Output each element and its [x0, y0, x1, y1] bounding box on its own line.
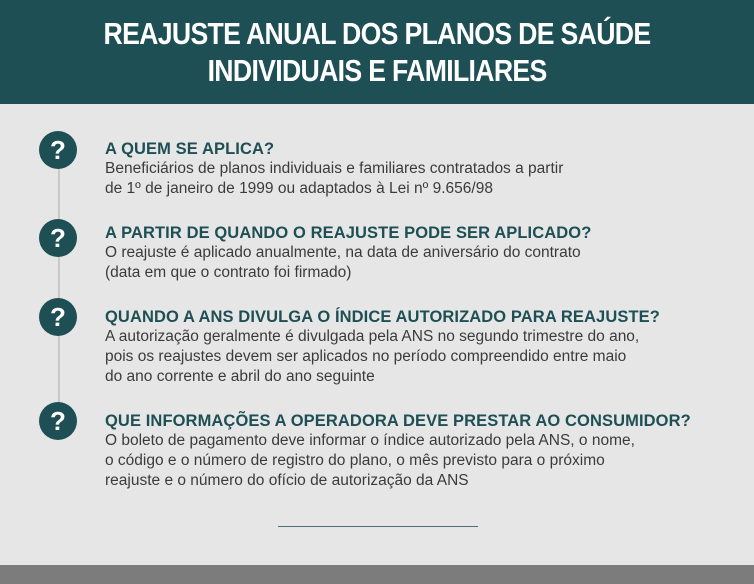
faq-title: QUANDO A ANS DIVULGA O ÍNDICE AUTORIZADO PARA REAJUSTE?: [105, 308, 660, 326]
footer-divider: [278, 526, 478, 527]
question-icon: ?: [39, 298, 77, 336]
question-icon: ?: [39, 402, 77, 440]
faq-item-who-applies: [105, 139, 745, 199]
timeline-connector: [58, 150, 60, 420]
faq-title: A QUEM SE APLICA?: [105, 140, 275, 158]
title-line-1: REAJUSTE ANUAL DOS PLANOS DE SAÚDE: [103, 16, 651, 51]
faq-answer-line: Beneficiários de planos individuais e familiares contratados a partir: [105, 160, 564, 177]
title-line-2: INDIVIDUAIS E FAMILIARES: [207, 53, 547, 88]
faq-answer-line: de 1º de janeiro de 1999 ou adaptados à Lei nº 9.656/98: [105, 180, 493, 197]
faq-answer-line: O reajuste é aplicado anualmente, na data de aniversário do contrato: [105, 244, 581, 261]
faq-answer-line: (data em que o contrato foi firmado): [105, 264, 352, 281]
faq-answer-line: do ano corrente e abril do ano seguinte: [105, 368, 375, 385]
header-banner: [0, 0, 754, 104]
faq-answer-line: A autorização geralmente é divulgada pela ANS no segundo trimestre do ano,: [105, 328, 640, 345]
faq-answer-line: pois os reajustes devem ser aplicados no período compreendido entre maio: [105, 348, 627, 365]
faq-answer-line: reajuste e o número do ofício de autorização da ANS: [105, 472, 469, 489]
faq-item-when-applied: [105, 223, 745, 283]
question-icon: ?: [39, 219, 77, 257]
question-icon: ?: [39, 131, 77, 169]
faq-item-ans-index: [105, 307, 745, 387]
faq-answer-line: O boleto de pagamento deve informar o índice autorizado pela ANS, o nome,: [105, 432, 635, 449]
footer-bar: [0, 565, 754, 584]
faq-title: A PARTIR DE QUANDO O REAJUSTE PODE SER APLICADO?: [105, 224, 592, 242]
faq-answer-line: o código e o número de registro do plano, o mês previsto para o próximo: [105, 452, 605, 469]
faq-title: QUE INFORMAÇÕES A OPERADORA DEVE PRESTAR AO CONSUMIDOR?: [105, 412, 691, 430]
faq-item-operator-info: [105, 411, 745, 491]
